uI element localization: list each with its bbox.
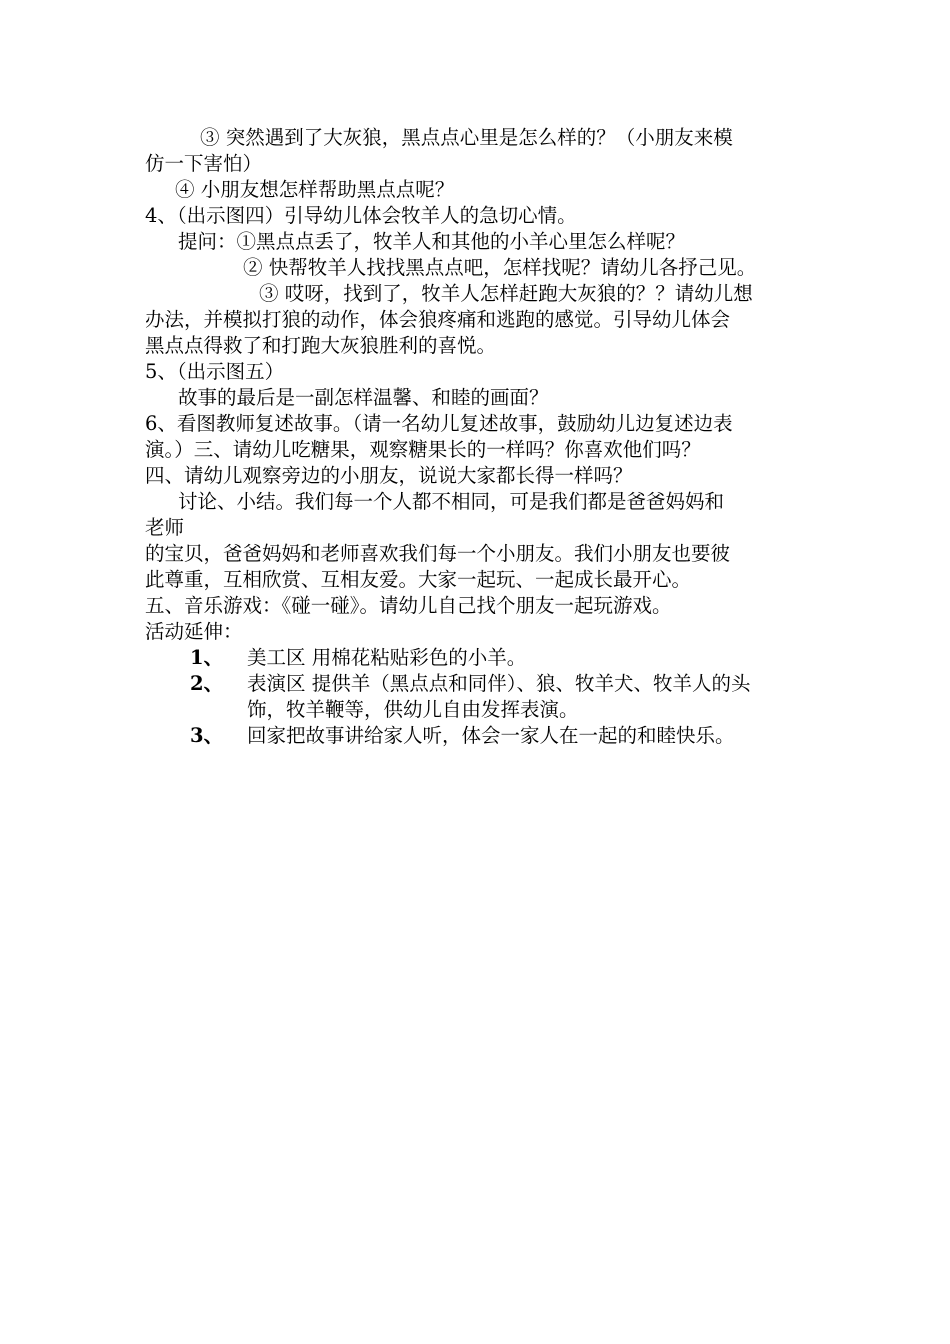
text-line: 4、（出示图四）引导幼儿体会牧羊人的急切心情。: [145, 204, 577, 227]
text-line: 五、音乐游戏：《碰一碰》。请幼儿自己找个朋友一起玩游戏。: [145, 594, 672, 617]
text-line: ③ 突然遇到了大灰狼，黑点点心里是怎么样的？（小朋友来模: [200, 126, 733, 149]
text-line: 6、看图教师复述故事。（请一名幼儿复述故事，鼓励幼儿边复述边表: [145, 412, 733, 435]
list-item: 回家把故事讲给家人听，体会一家人在一起的和睦快乐。: [247, 724, 735, 747]
text-line: 活动延伸：: [145, 620, 243, 643]
list-number: 2、: [190, 672, 224, 695]
list-number: 3、: [190, 724, 224, 747]
text-line: ② 快帮牧羊人找找黑点点吧，怎样找呢？请幼儿各抒己见。: [243, 256, 757, 279]
text-line: ④ 小朋友想怎样帮助黑点点呢？: [175, 178, 455, 201]
text-line: 提问：①黑点点丢了，牧羊人和其他的小羊心里怎么样呢？: [178, 230, 686, 253]
text-line: 仿一下害怕）: [145, 152, 263, 175]
text-line: 的宝贝，爸爸妈妈和老师喜欢我们每一个小朋友。我们小朋友也要彼: [145, 542, 731, 565]
text-line: 演。）三、请幼儿吃糖果，观察糖果长的一样吗？你喜欢他们吗？: [145, 438, 701, 461]
text-line: 办法，并模拟打狼的动作，体会狼疼痛和逃跑的感觉。引导幼儿体会: [145, 308, 731, 331]
text-line: 四、请幼儿观察旁边的小朋友，说说大家都长得一样吗？: [145, 464, 633, 487]
list-item: 美工区 用棉花粘贴彩色的小羊。: [247, 646, 527, 669]
list-item-continuation: 饰，牧羊鞭等，供幼儿自由发挥表演。: [247, 698, 579, 721]
text-line: 黑点点得救了和打跑大灰狼胜利的喜悦。: [145, 334, 497, 357]
text-line: 此尊重，互相欣赏、互相友爱。大家一起玩、一起成长最开心。: [145, 568, 692, 591]
text-line: ③ 哎呀，找到了，牧羊人怎样赶跑大灰狼的？？请幼儿想: [259, 282, 753, 305]
list-item: 表演区 提供羊（黑点点和同伴）、狼、牧羊犬、牧羊人的头: [247, 672, 751, 695]
list-number: 1、: [190, 646, 224, 669]
text-line: 5、（出示图五）: [145, 360, 285, 383]
text-line: 讨论、小结。我们每一个人都不相同，可是我们都是爸爸妈妈和: [178, 490, 725, 513]
text-line: 老师: [145, 516, 185, 539]
text-line: 故事的最后是一副怎样温馨、和睦的画面？: [178, 386, 549, 409]
